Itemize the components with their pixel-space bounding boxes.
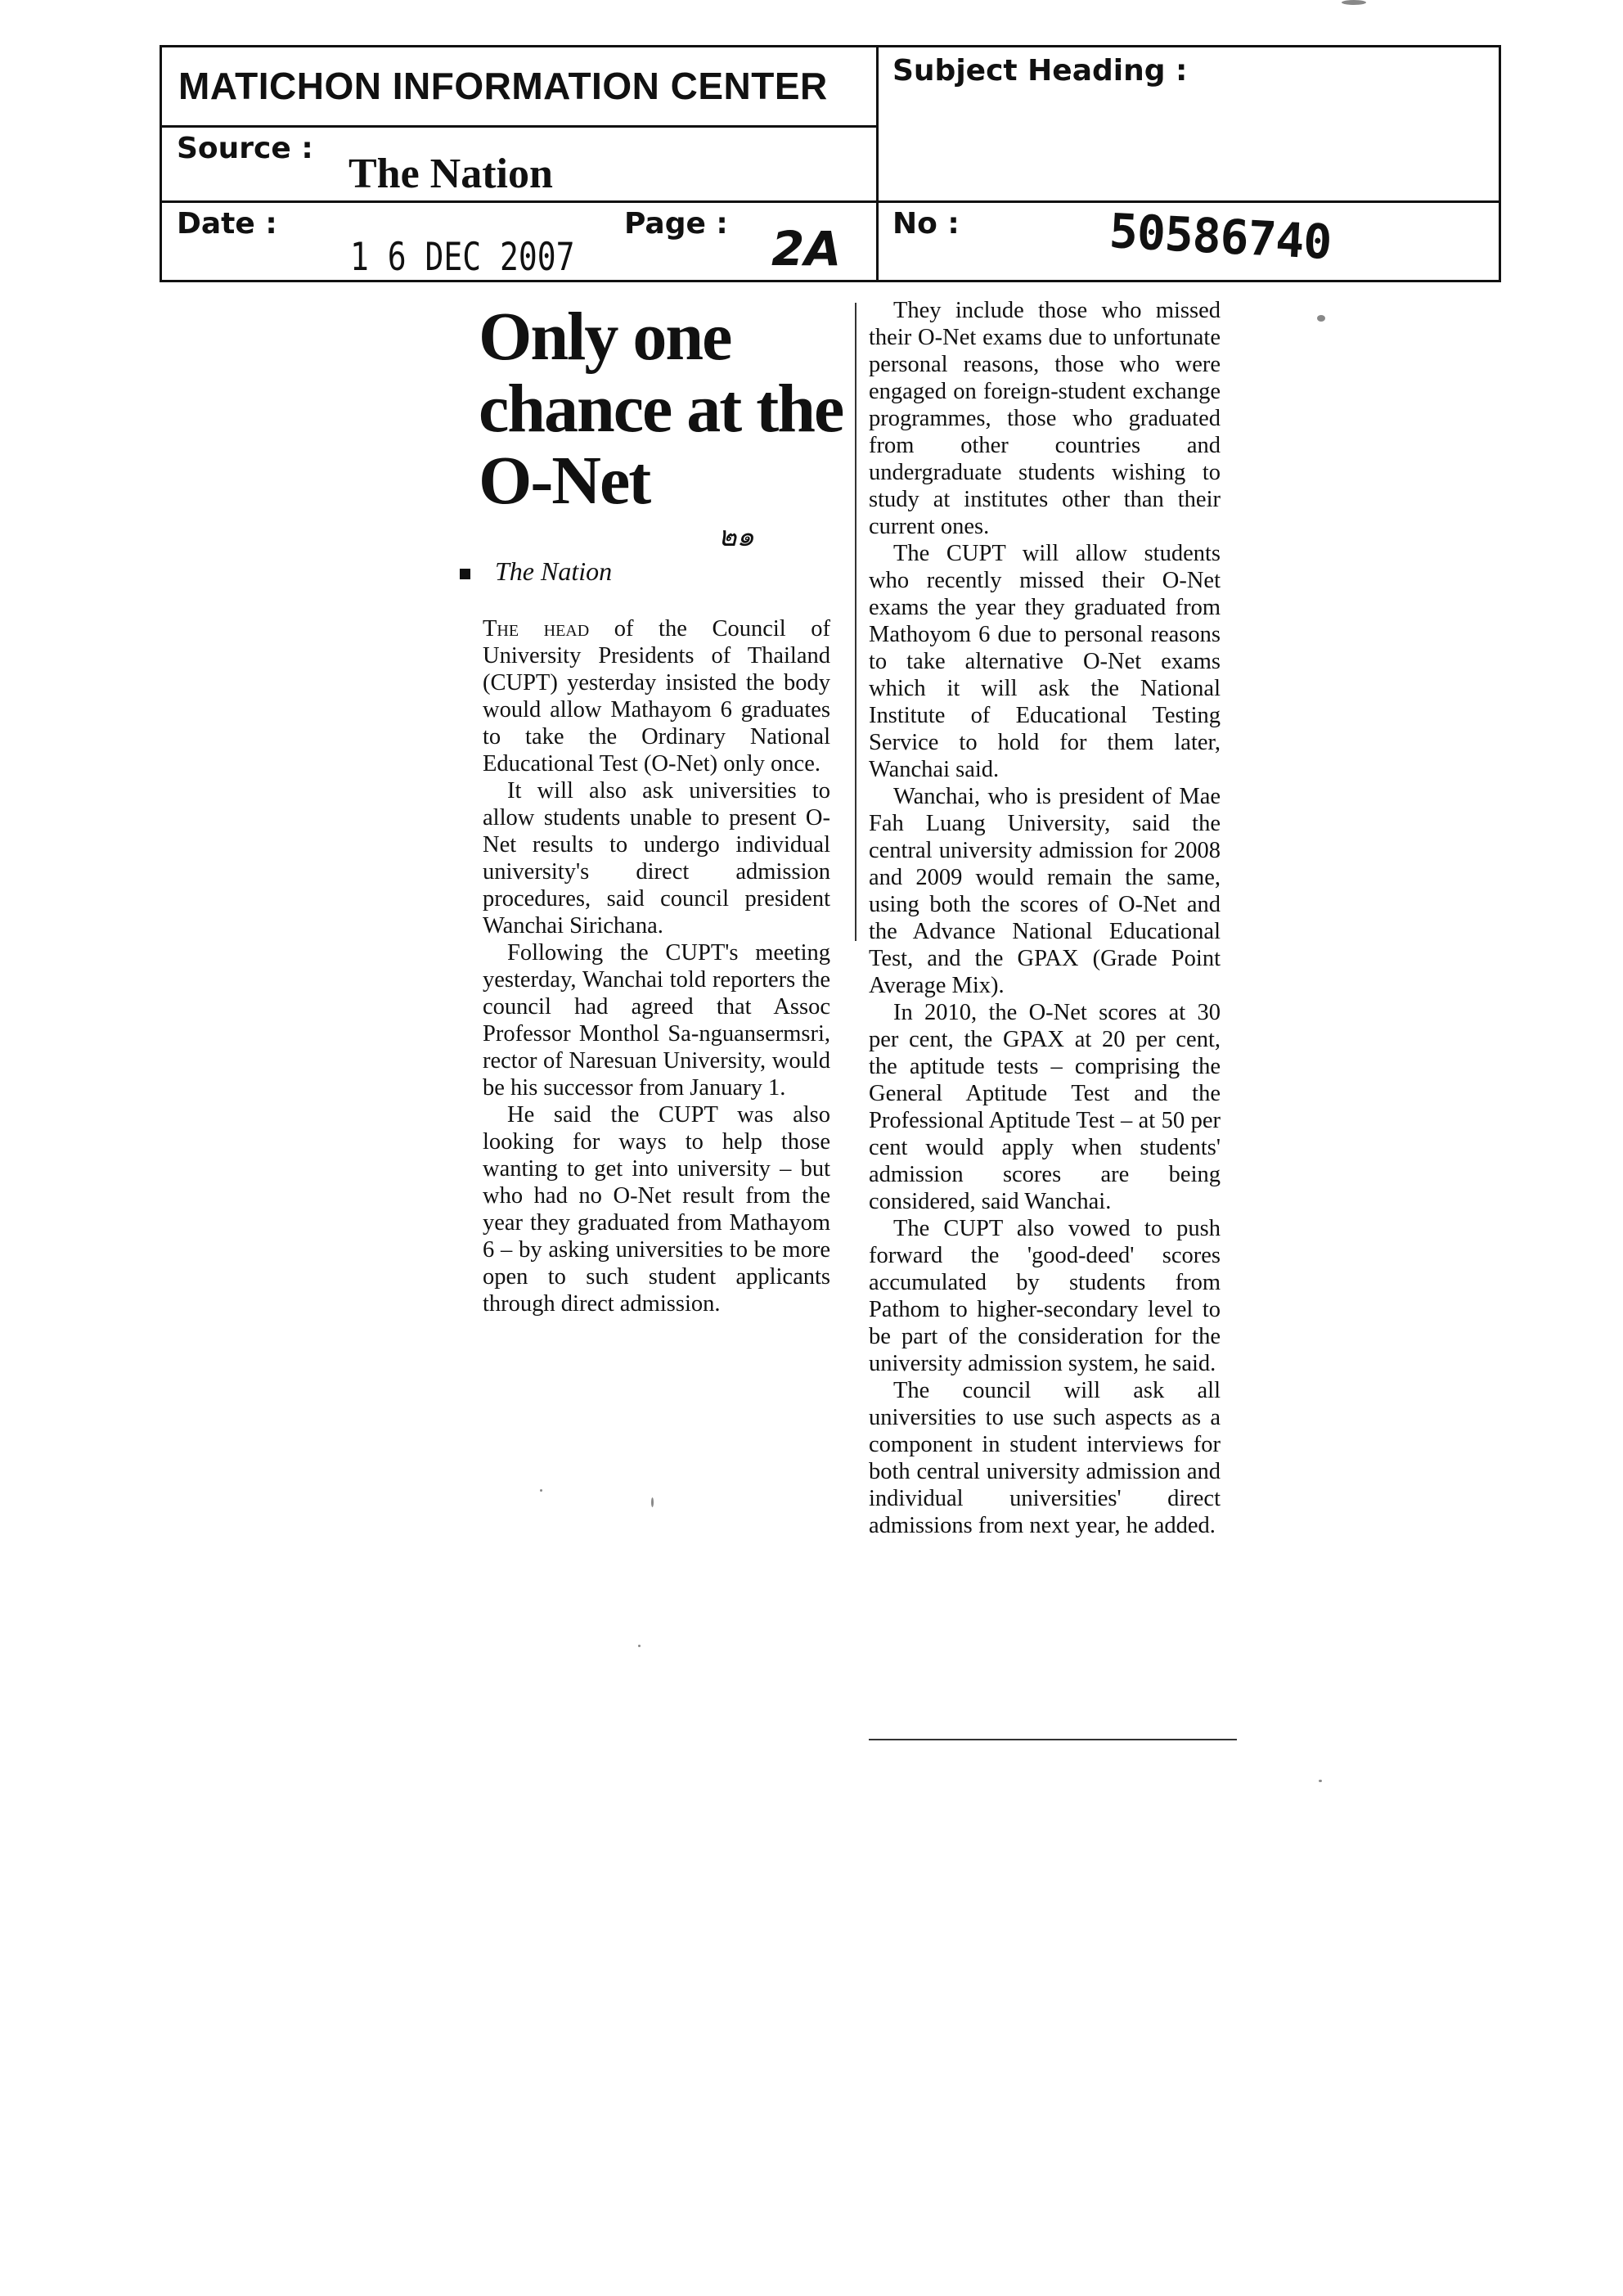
article-paragraph: Following the CUPT's meeting yesterday, Wanchai told reporters the council had agreed that Assoc Professor Monthol Sa-nguansermsri, rector of Naresuan University, would be his successor from January 1. — [483, 940, 830, 1101]
source-label: Source : — [177, 132, 313, 165]
article-paragraph: Wanchai, who is president of Mae Fah Luang University, said the central university admission for 2008 and 2009 would remain the same, using both the scores of O-Net and the Advance National Educational Test, and the GPAX (Grade Point Average Mix). — [869, 784, 1221, 998]
byline-source: The Nation — [495, 556, 613, 586]
article-paragraph: The CUPT will allow students who recently missed their O-Net exams the year they graduated from Mathoyom 6 due to personal reasons to take alternative O-Net exams which it will ask the National Institute of Educational Testing Service to hold for them later, Wanchai said. — [869, 541, 1221, 782]
clipping-header-form — [160, 45, 1501, 282]
article-paragraph: The CUPT also vowed to push forward the 'good-deed' scores accumulated by students from Pathom to higher-secondary level to be part of the consideration for the university admission system, he said. — [869, 1216, 1221, 1376]
article-column-1 — [483, 615, 830, 1317]
lead-in-words: The head — [483, 616, 590, 642]
article-column-2 — [869, 297, 1221, 1539]
article-paragraph: They include those who missed their O-Net exams due to unfortunate personal reasons, those who were engaged on foreign-student exchange programmes, those who graduated from other countries and undergraduate students wishing to study at institutes other than their current ones. — [869, 298, 1221, 539]
date-label: Date : — [177, 207, 277, 241]
article-paragraph: In 2010, the O-Net scores at 30 per cent, the GPAX at 20 per cent, the aptitude tests – comprising the General Aptitude Test and the Professional Aptitude Test – at 50 per cent would apply when students' admission scores are being considered, said Wanchai. — [869, 1000, 1221, 1214]
handwritten-mark: ๒๑ — [718, 520, 754, 553]
article-paragraph: He said the CUPT was also looking for ways to help those wanting to get into university – but who had no O-Net result from the year they graduated from Mathayom 6 – by asking universities to be more open to such student applicants through direct admission. — [483, 1102, 830, 1317]
article-headline: Only one chance at the O-Net — [479, 299, 843, 519]
clipping-number-stamp: 50586740 — [1108, 203, 1333, 271]
subject-heading-label: Subject Heading : — [892, 54, 1188, 88]
scan-speck — [1342, 0, 1366, 5]
article-paragraph: The council will ask all universities to use such aspects as a component in student interviews for both central university admission and individual universities' direct admissions from next year, he added. — [869, 1378, 1221, 1538]
page-label: Page : — [624, 207, 728, 241]
form-divider-row1 — [162, 125, 878, 128]
source-value: The Nation — [348, 151, 553, 197]
number-label: No : — [892, 207, 960, 241]
organization-name: MATICHON INFORMATION CENTER — [178, 65, 828, 107]
byline-bullet-icon — [460, 569, 470, 579]
column-divider — [855, 303, 856, 941]
article-end-rule — [869, 1739, 1237, 1740]
scan-speck — [638, 1645, 641, 1647]
page-value: 2A — [771, 221, 842, 277]
date-stamp: 1 6 DEC 2007 — [350, 234, 575, 279]
article-paragraph: It will also ask universities to allow students unable to present O-Net results to undergo individual university's direct admission procedures, said council president Wanchai Sirichana. — [483, 778, 830, 939]
scan-speck — [1317, 315, 1325, 322]
scan-speck — [1319, 1780, 1322, 1782]
article-paragraph — [483, 615, 830, 777]
byline — [460, 556, 612, 587]
scan-speck — [651, 1497, 654, 1507]
scan-speck — [540, 1489, 542, 1492]
form-divider-vertical — [876, 47, 879, 280]
lead-paragraph-text: of the Council of University Presidents of Thailand (CUPT) yesterday insisted the body would allow Mathayom 6 graduates to take the Ordinary National Educational Test (O-Net) only once. — [483, 616, 830, 777]
form-divider-row2 — [162, 200, 1499, 203]
